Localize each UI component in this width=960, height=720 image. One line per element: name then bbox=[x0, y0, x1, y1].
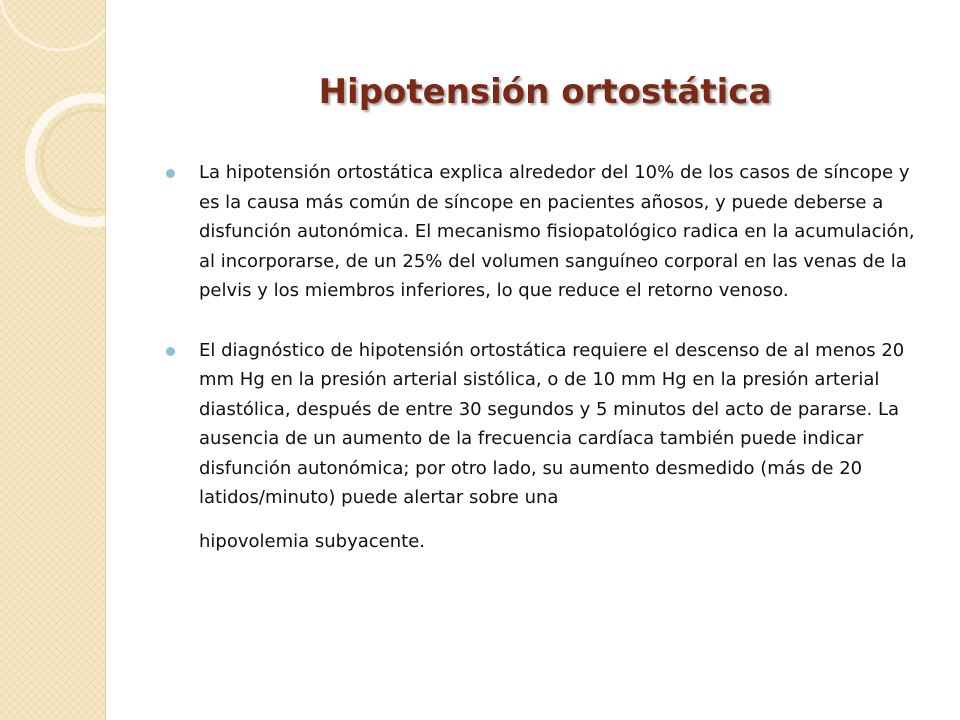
bullet-item bbox=[162, 336, 917, 557]
bullet-text-last-line: hipovolemia subyacente. bbox=[199, 530, 426, 552]
bullet-item bbox=[162, 158, 917, 306]
bullet-text: El diagnóstico de hipotensión ortostática requiere el descenso de al menos 20 mm Hg en la presión arterial sistólica, o de 10 mm Hg en la presión arterial diastólica, después de entre 30 segundos y 5 minutos del acto de pararse. La ausencia de un aumento de la frecuencia cardíaca también puede indicar disfunción autonómica; por otro lado, su aumento desmedido (más de 20 latidos/minuto) puede alertar sobre una bbox=[199, 339, 905, 508]
bullet-list bbox=[162, 158, 917, 556]
decorative-circles-icon bbox=[0, 0, 105, 720]
bullet-text: La hipotensión ortostática explica alrededor del 10% de los casos de síncope y es la causa más común de síncope en pacientes añosos, y puede deberse a disfunción autonómica. El mecanismo fisiopatológico radica en la acumulación, al incorporarse, de un 25% del volumen sanguíneo corporal en las venas de la pelvis y los miembros inferiores, lo que reduce el retorno venoso. bbox=[199, 162, 915, 301]
bullet-dot-icon bbox=[166, 347, 175, 356]
bullet-dot-icon bbox=[166, 169, 175, 178]
decorative-side-panel bbox=[0, 0, 106, 720]
slide-title: Hipotensión ortostática bbox=[318, 72, 772, 112]
